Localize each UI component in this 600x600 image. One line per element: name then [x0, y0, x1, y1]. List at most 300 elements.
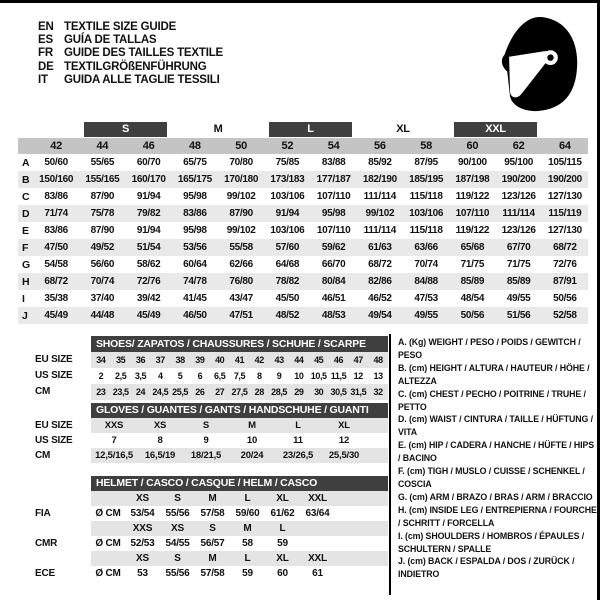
size-cell: 28	[254, 387, 264, 397]
size-value-cell: 45/49	[33, 307, 79, 324]
row-values	[91, 566, 388, 581]
size-value-cell: 105/115	[548, 157, 582, 168]
size-cell: XXS	[104, 420, 124, 431]
size-value-cell: 47/53	[414, 293, 438, 304]
gloves-row	[35, 448, 388, 463]
size-cell: 8	[256, 371, 262, 381]
size-cell: S	[174, 493, 181, 504]
size-column-header: 48	[172, 138, 218, 154]
size-cell: XXL	[308, 493, 327, 504]
size-value-cell: 59/62	[311, 239, 357, 256]
row-values	[91, 433, 388, 448]
language-row	[38, 34, 223, 47]
size-value-cell: 48/52	[264, 307, 310, 324]
size-value-cell: 165/175	[172, 171, 218, 188]
size-value-cell: 72/76	[553, 259, 577, 270]
size-group-empty	[18, 122, 79, 138]
language-code: IT	[38, 73, 48, 86]
size-header-empty	[18, 138, 33, 154]
size-cell: 27,5	[231, 387, 248, 397]
unit-label: Ø CM	[95, 568, 121, 579]
size-value-cell: 70/80	[229, 157, 253, 168]
row-label: FIA	[35, 508, 51, 519]
size-group-cell	[449, 122, 542, 138]
language-title: TEXTILGRÖßENFÜHRUNG	[64, 60, 207, 73]
legend-item: E. (cm) HIP / CADERA / HANCHE / HÜFTE / HIPS / BACINO	[398, 440, 594, 464]
size-cell: 24	[135, 387, 146, 397]
size-row-label: C	[22, 190, 30, 203]
size-value-cell: 71/74	[33, 205, 79, 222]
size-column-header: 44	[79, 138, 125, 154]
size-value-cell: 47/51	[218, 307, 264, 324]
size-cell: 57/58	[200, 508, 225, 519]
size-row-label: A	[22, 156, 30, 169]
row-values	[91, 352, 388, 368]
size-cell: XS	[171, 523, 184, 534]
size-value-cell: 103/106	[270, 191, 305, 202]
size-value-cell: 50/60	[44, 157, 68, 168]
size-value-cell: 49/54	[357, 307, 403, 324]
size-value-cell: 115/118	[409, 191, 443, 202]
size-row-label: H	[18, 273, 33, 290]
size-cell: 2	[98, 371, 104, 381]
size-cell: M	[208, 493, 217, 504]
size-cell: S	[202, 420, 210, 431]
row-values	[91, 536, 388, 551]
size-cell: 7	[111, 435, 117, 446]
size-cell: 23/26,5	[282, 450, 314, 461]
size-value-cell: 115/119	[542, 205, 588, 222]
size-value-cell: 46/50	[172, 307, 218, 324]
size-value-cell: 52/58	[542, 307, 588, 324]
size-cell: 61	[312, 568, 323, 579]
size-header-row	[18, 138, 588, 154]
helmet-section-header: HELMET / CASCO / CASQUE / HELM / CASCO	[91, 476, 388, 491]
size-value-cell: 58/62	[136, 259, 161, 270]
size-row-label: B	[18, 171, 33, 188]
language-code: EN	[38, 21, 54, 33]
size-value-cell: 62/66	[229, 259, 253, 270]
size-value-cell: 103/106	[270, 225, 305, 236]
size-cell: 7,5	[233, 371, 246, 381]
size-cell: 3,5	[134, 371, 147, 381]
row-label	[35, 491, 91, 506]
size-cell: 10	[246, 435, 258, 446]
gloves-table	[35, 403, 388, 463]
size-value-cell: 123/126	[501, 225, 536, 236]
size-cell: M	[208, 553, 217, 564]
size-value-cell: 64/68	[275, 259, 300, 270]
language-row	[38, 74, 223, 87]
size-cell: 4	[157, 371, 163, 381]
size-value-cell: 111/114	[363, 225, 397, 236]
language-row	[38, 47, 223, 60]
size-value-cell: 60/64	[183, 259, 207, 270]
size-cell: 63/64	[305, 508, 330, 519]
row-values	[91, 521, 388, 536]
size-value-cell: 46/51	[321, 293, 346, 304]
size-column-header: 60	[449, 138, 495, 154]
size-cell: 54/55	[165, 538, 190, 549]
size-value-cell: 68/72	[33, 273, 79, 290]
size-cell: 6,5	[214, 371, 226, 381]
size-cell: XL	[338, 420, 350, 431]
size-cell: 59/60	[235, 508, 260, 519]
size-cell: 12,5/16,5	[95, 450, 133, 461]
size-value-cell: 83/86	[44, 191, 68, 202]
size-value-cell: 79/82	[126, 205, 172, 222]
helmet-row	[35, 551, 388, 566]
helmet-row	[35, 506, 388, 521]
size-value-cell: 41/45	[183, 293, 207, 304]
size-cell: 39	[195, 355, 205, 365]
legend-item: D. (cm) WAIST / CINTURA / TAILLE / HÜFTUNG / VITA	[398, 414, 593, 438]
size-column-header: 50	[218, 138, 264, 154]
shoes-table	[35, 336, 388, 400]
size-value-cell: 70/74	[414, 259, 438, 270]
size-row-label: D	[18, 205, 33, 222]
size-value-cell: 65/75	[183, 157, 207, 168]
size-row-label: E	[22, 224, 29, 237]
size-value-cell: 190/200	[496, 171, 542, 188]
size-value-cell: 111/114	[496, 205, 542, 222]
language-title: GUÍA DE TALLAS	[64, 34, 157, 47]
size-value-cell: 170/180	[218, 171, 264, 188]
size-cell: 5	[177, 371, 183, 381]
unit-label: Ø CM	[95, 538, 121, 549]
row-label	[35, 551, 91, 566]
size-cell: XXL	[308, 553, 327, 564]
size-value-cell: 80/84	[311, 273, 357, 290]
size-cell: 45	[314, 355, 324, 365]
unit-label: Ø CM	[95, 508, 121, 519]
size-cell: XS	[136, 493, 149, 504]
size-cell: L	[279, 523, 286, 534]
size-cell: 57/58	[200, 568, 225, 579]
size-table-row	[18, 290, 588, 307]
row-values	[91, 551, 388, 566]
size-value-cell: 54/58	[44, 259, 68, 270]
size-value-cell: 107/110	[449, 205, 495, 222]
legend-item: J. (cm) BACK / ESPALDA / DOS / ZURÜCK / INDIETRO	[398, 556, 575, 580]
size-value-cell: 190/200	[542, 171, 588, 188]
measurement-legend	[398, 336, 597, 581]
size-group-label: L	[269, 122, 352, 137]
size-value-cell: 49/55	[506, 293, 531, 304]
size-cell: 25,5/30	[328, 450, 360, 461]
size-cell: 60	[277, 568, 288, 579]
size-value-cell: 37/40	[90, 293, 115, 304]
size-cell: 58	[242, 538, 253, 549]
size-value-cell: 95/98	[183, 225, 207, 236]
size-column-header: 58	[403, 138, 449, 154]
size-column-header: 64	[542, 138, 588, 154]
size-cell: S	[209, 523, 216, 534]
size-cell: 16,5/19	[144, 450, 176, 461]
size-value-cell: 85/89	[496, 273, 542, 290]
size-value-cell: 107/110	[316, 191, 351, 202]
helmet-row	[35, 491, 388, 506]
size-cell: XS	[153, 420, 167, 431]
size-value-cell: 51/54	[126, 239, 172, 256]
size-value-cell: 83/86	[172, 205, 218, 222]
language-code: ES	[38, 34, 53, 47]
size-cell: 46	[333, 355, 344, 365]
size-cell: 8	[157, 435, 163, 446]
row-label	[35, 521, 91, 536]
size-cell: 24,5	[152, 387, 169, 397]
size-table-row	[18, 239, 588, 256]
size-value-cell: 95/98	[311, 205, 357, 222]
size-cell: 26	[195, 387, 205, 397]
language-code: DE	[38, 60, 54, 73]
legend-item: B. (cm) HEIGHT / ALTURA / HAUTEUR / HÖHE / ALTEZZA	[398, 362, 590, 386]
size-value-cell: 115/118	[409, 225, 443, 236]
language-title: GUIDE DES TAILLES TEXTILE	[64, 47, 223, 60]
helmet-table	[35, 476, 388, 581]
size-cell: 20/24	[240, 450, 264, 461]
size-value-cell: 67/70	[496, 239, 542, 256]
size-cell: 30	[314, 387, 324, 397]
gloves-row	[35, 433, 388, 448]
size-value-cell: 87/90	[90, 191, 115, 202]
legend-divider-line	[389, 334, 391, 595]
size-cell: 12	[353, 371, 363, 381]
size-cell: 52/53	[130, 538, 155, 549]
size-value-cell: 71/75	[460, 259, 485, 270]
size-value-cell: 72/76	[126, 273, 172, 290]
size-cell: 31,5	[350, 387, 367, 397]
row-values	[91, 448, 388, 463]
row-values	[91, 418, 388, 433]
size-cell: 10,5	[310, 371, 327, 381]
size-cell: 48	[373, 355, 383, 365]
size-cell: 41	[234, 355, 245, 365]
size-value-cell: 85/92	[368, 157, 392, 168]
helmet-row	[35, 536, 388, 551]
size-table-row	[18, 171, 588, 188]
row-label: CM	[35, 450, 51, 461]
size-value-cell: 45/50	[275, 293, 300, 304]
size-value-cell: 55/65	[90, 157, 115, 168]
helmet-row	[35, 521, 388, 536]
size-cell: 2,5	[115, 371, 127, 381]
size-cell: 29	[294, 387, 304, 397]
row-label: US SIZE	[35, 435, 73, 446]
shoes-row	[35, 368, 388, 384]
row-label: CM	[35, 386, 51, 397]
size-value-cell: 150/160	[33, 171, 79, 188]
size-value-cell: 68/72	[542, 239, 588, 256]
size-table-row	[18, 273, 588, 290]
size-value-cell: 87/95	[414, 157, 438, 168]
size-value-cell: 44/48	[79, 307, 125, 324]
language-title: GUIDA ALLE TAGLIE TESSILI	[64, 73, 220, 86]
size-value-cell: 123/126	[501, 191, 536, 202]
size-row-label: I	[22, 292, 25, 305]
size-value-cell: 83/86	[44, 225, 68, 236]
size-value-cell: 57/60	[264, 239, 310, 256]
size-value-cell: 78/82	[264, 273, 310, 290]
size-value-cell: 127/130	[547, 225, 582, 236]
size-value-cell: 85/89	[449, 273, 495, 290]
size-table-row	[18, 154, 588, 171]
size-cell: 40	[215, 355, 225, 365]
size-table-row	[18, 205, 588, 222]
size-value-cell: 107/110	[316, 225, 351, 236]
size-cell: 11	[293, 435, 303, 446]
size-group-label: M	[213, 123, 223, 135]
size-cell: XL	[276, 493, 289, 504]
language-title: TEXTILE SIZE GUIDE	[64, 21, 177, 33]
size-value-cell: 48/54	[460, 293, 485, 304]
size-value-cell: 87/91	[542, 273, 588, 290]
size-cell: 44	[294, 355, 304, 365]
size-cell: 32	[373, 387, 383, 397]
size-cell: 9	[276, 371, 282, 381]
size-value-cell: 55/58	[218, 239, 264, 256]
size-column-header: 46	[126, 138, 172, 154]
size-cell: 18/21,5	[190, 450, 222, 461]
size-cell: 13	[373, 371, 383, 381]
size-value-cell: 173/183	[264, 171, 310, 188]
row-label: EU SIZE	[35, 354, 73, 365]
size-value-cell: 53/56	[172, 239, 218, 256]
legend-item: A. (Kg) WEIGHT / PESO / POIDS / GEWITCH / PESO	[398, 337, 581, 360]
textile-size-table	[18, 122, 588, 324]
size-cell: 9	[203, 435, 209, 446]
size-cell: 12	[338, 435, 350, 446]
size-cell: 53/54	[130, 508, 155, 519]
size-cell: 42	[254, 355, 264, 365]
size-value-cell: 155/165	[79, 171, 125, 188]
size-group-label: S	[84, 122, 167, 137]
size-group-cell	[172, 122, 265, 138]
size-cell: 27	[215, 387, 225, 397]
size-value-cell: 35/38	[44, 293, 68, 304]
size-table-row	[18, 222, 588, 239]
size-value-cell: 91/94	[264, 205, 310, 222]
size-value-cell: 74/78	[172, 273, 218, 290]
size-cell: 47	[353, 355, 363, 365]
size-value-cell: 90/100	[457, 157, 487, 168]
size-cell: 30,5	[330, 387, 347, 397]
size-column-header: 62	[496, 138, 542, 154]
size-cell: 37	[155, 355, 165, 365]
size-cell: 59	[277, 538, 288, 549]
legend-item: I. (cm) SHOULDERS / HOMBROS / ÉPAULES / SCHULTERN / SPALLE	[398, 530, 585, 554]
size-cell: 43	[274, 355, 284, 365]
size-value-cell: 56/60	[90, 259, 115, 270]
row-values	[91, 491, 388, 506]
size-value-cell: 91/94	[136, 191, 161, 202]
row-values	[91, 506, 388, 521]
size-cell: S	[174, 553, 181, 564]
size-value-cell: 111/114	[363, 191, 397, 202]
gloves-section-header: GLOVES / GUANTES / GANTS / HANDSCHUHE / GUANTI	[91, 403, 388, 418]
size-value-cell: 87/90	[218, 205, 264, 222]
size-group-cell	[357, 122, 450, 138]
size-value-cell: 60/70	[136, 157, 161, 168]
row-label: EU SIZE	[35, 420, 73, 431]
row-label: ECE	[35, 568, 55, 579]
size-value-cell: 84/88	[403, 273, 449, 290]
size-value-cell: 49/52	[79, 239, 125, 256]
size-value-cell: 70/74	[79, 273, 125, 290]
size-cell: L	[244, 553, 251, 564]
size-group-empty	[542, 122, 588, 138]
gloves-row	[35, 418, 388, 433]
size-value-cell: 50/56	[553, 293, 577, 304]
row-values	[91, 384, 388, 400]
size-value-cell: 75/78	[79, 205, 125, 222]
legend-item: H. (cm) INSIDE LEG / ENTREPIERNA / FOURCHE / SCHRITT / FORCELLA	[398, 504, 597, 528]
size-cell: L	[295, 420, 301, 431]
size-cell: 23	[96, 387, 106, 397]
size-value-cell: 160/170	[126, 171, 172, 188]
size-value-cell: 95/100	[504, 157, 534, 168]
size-value-cell: 127/130	[547, 191, 582, 202]
size-row-label: J	[18, 307, 33, 324]
size-row-label: G	[22, 258, 30, 271]
legend-item: F. (cm) TIGH / MUSLO / CUISSE / SCHENKEL / COSCIA	[398, 466, 585, 489]
size-cell: 28,5	[271, 387, 288, 397]
size-value-cell: 91/94	[136, 225, 161, 236]
size-cell: M	[248, 420, 256, 431]
size-value-cell: 185/195	[403, 171, 449, 188]
size-cell: 35	[116, 355, 126, 365]
shoes-row	[35, 384, 388, 400]
size-cell: 59	[242, 568, 253, 579]
size-group-cell	[79, 122, 172, 138]
size-cell: XL	[276, 553, 289, 564]
size-value-cell: 119/122	[455, 225, 490, 236]
size-value-cell: 119/122	[455, 191, 490, 202]
language-title-list	[38, 21, 223, 87]
size-value-cell: 63/66	[403, 239, 449, 256]
size-value-cell: 75/85	[275, 157, 300, 168]
size-cell: 25,5	[172, 387, 189, 397]
size-cell: XS	[136, 553, 149, 564]
size-group-row	[18, 122, 588, 138]
legend-item: C. (cm) CHEST / PECHO / POITRINE / TRUHE / PETTO	[398, 388, 586, 412]
size-value-cell: 71/75	[506, 259, 531, 270]
size-value-cell: 46/52	[368, 293, 392, 304]
size-value-cell: 49/55	[403, 307, 449, 324]
language-row	[38, 21, 223, 34]
size-cell: 38	[175, 355, 185, 365]
size-table-row	[18, 307, 588, 324]
size-value-cell: 39/42	[136, 293, 161, 304]
size-value-cell: 82/86	[357, 273, 403, 290]
size-cell: 23,5	[112, 387, 129, 397]
size-value-cell: 99/102	[226, 225, 256, 236]
size-value-cell: 76/80	[218, 273, 264, 290]
size-value-cell: 50/56	[449, 307, 495, 324]
size-cell: M	[243, 523, 252, 534]
size-cell: 55/56	[165, 568, 190, 579]
size-value-cell: 95/98	[183, 191, 207, 202]
size-value-cell: 182/190	[357, 171, 403, 188]
size-value-cell: 99/102	[226, 191, 256, 202]
size-value-cell: 87/90	[90, 225, 115, 236]
row-label: CMR	[35, 538, 58, 549]
size-value-cell: 83/88	[321, 157, 346, 168]
size-cell: 55/56	[165, 508, 190, 519]
size-column-header: 42	[33, 138, 79, 154]
size-cell: 6	[197, 371, 203, 381]
size-group-label: XL	[396, 123, 410, 135]
